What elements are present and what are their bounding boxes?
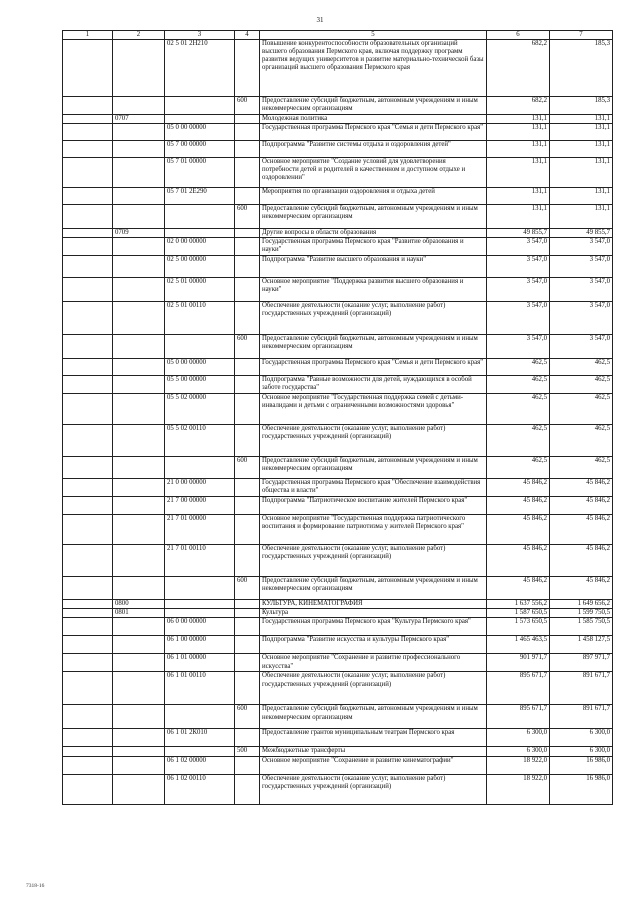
expense-type-cell <box>235 756 260 774</box>
amount-year1-cell: 131,1 <box>487 205 550 229</box>
section-cell <box>63 577 113 600</box>
column-header-6: 6 <box>487 31 550 40</box>
column-header-1: 1 <box>63 31 113 40</box>
subsection-cell: 0709 <box>113 229 165 238</box>
name-cell: Молодежная политика <box>260 115 487 124</box>
amount-year1-cell: 462,5 <box>487 376 550 394</box>
target-article-cell: 02 5 01 00110 <box>165 302 235 335</box>
amount-year1-cell: 3 547,0 <box>487 335 550 359</box>
expense-type-cell <box>235 158 260 188</box>
budget-table-container <box>62 30 612 805</box>
amount-year2-cell: 131,1 <box>550 124 613 141</box>
expense-type-cell <box>235 359 260 376</box>
subsection-cell <box>113 141 165 158</box>
amount-year1-cell: 462,5 <box>487 359 550 376</box>
section-cell <box>63 672 113 705</box>
target-article-cell <box>165 97 235 115</box>
table-row <box>63 636 613 654</box>
header-row <box>63 31 613 40</box>
expense-type-cell <box>235 40 260 97</box>
target-article-cell: 02 5 01 2Н210 <box>165 40 235 97</box>
expense-type-cell <box>235 545 260 577</box>
expense-type-cell <box>235 774 260 804</box>
table-row <box>63 40 613 97</box>
table-row <box>63 158 613 188</box>
section-cell <box>63 729 113 747</box>
amount-year2-cell: 3 547,0 <box>550 278 613 302</box>
table-row <box>63 457 613 479</box>
target-article-cell: 06 1 00 00000 <box>165 636 235 654</box>
expense-type-cell <box>235 672 260 705</box>
amount-year2-cell: 891 671,7 <box>550 672 613 705</box>
name-cell: Предоставление субсидий бюджетным, автономным учреждениям и иным некоммерческим организациям <box>260 705 487 729</box>
amount-year2-cell: 45 846,2 <box>550 497 613 515</box>
amount-year2-cell: 1 649 656,2 <box>550 600 613 609</box>
name-cell: Государственная программа Пермского края "Культура Пермского края" <box>260 618 487 636</box>
expense-type-cell <box>235 479 260 497</box>
subsection-cell <box>113 302 165 335</box>
amount-year1-cell: 6 300,0 <box>487 729 550 747</box>
section-cell <box>63 600 113 609</box>
subsection-cell <box>113 729 165 747</box>
subsection-cell <box>113 188 165 205</box>
target-article-cell <box>165 609 235 618</box>
amount-year1-cell: 45 846,2 <box>487 577 550 600</box>
table-row <box>63 97 613 115</box>
table-row <box>63 376 613 394</box>
name-cell: Основное мероприятие "Сохранение и развитие кинематографии" <box>260 756 487 774</box>
section-cell <box>63 618 113 636</box>
section-cell <box>63 97 113 115</box>
table-row <box>63 479 613 497</box>
subsection-cell <box>113 97 165 115</box>
amount-year1-cell: 462,5 <box>487 425 550 457</box>
target-article-cell: 06 1 01 2К010 <box>165 729 235 747</box>
amount-year2-cell: 1 599 750,5 <box>550 609 613 618</box>
amount-year2-cell: 462,5 <box>550 376 613 394</box>
amount-year2-cell: 16 986,0 <box>550 756 613 774</box>
table-row <box>63 747 613 756</box>
name-cell: Повышение конкурентоспособности образовательных организаций высшего образования Пермского края, включая поддержку программ развития ведущих университетов и развитие материально-технической базы организаций высшего образования Пермского края <box>260 40 487 97</box>
amount-year1-cell: 3 547,0 <box>487 278 550 302</box>
target-article-cell: 06 1 02 00000 <box>165 756 235 774</box>
subsection-cell <box>113 376 165 394</box>
expense-type-cell <box>235 394 260 425</box>
table-row <box>63 600 613 609</box>
target-article-cell: 02 5 01 00000 <box>165 278 235 302</box>
amount-year1-cell: 49 855,7 <box>487 229 550 238</box>
amount-year1-cell: 1 573 650,5 <box>487 618 550 636</box>
amount-year2-cell: 1 458 127,5 <box>550 636 613 654</box>
section-cell <box>63 774 113 804</box>
amount-year2-cell: 131,1 <box>550 141 613 158</box>
subsection-cell <box>113 577 165 600</box>
table-row <box>63 229 613 238</box>
amount-year2-cell: 3 547,0 <box>550 238 613 256</box>
table-row <box>63 654 613 672</box>
table-row <box>63 141 613 158</box>
expense-type-cell <box>235 115 260 124</box>
column-header-4: 4 <box>235 31 260 40</box>
target-article-cell: 21 7 01 00000 <box>165 515 235 545</box>
amount-year1-cell: 45 846,2 <box>487 479 550 497</box>
name-cell: Подпрограмма "Развитие высшего образования и науки" <box>260 256 487 278</box>
budget-table <box>62 30 613 805</box>
target-article-cell: 02 5 00 00000 <box>165 256 235 278</box>
page-number: 31 <box>316 16 324 24</box>
expense-type-cell <box>235 238 260 256</box>
amount-year2-cell: 185,3 <box>550 97 613 115</box>
amount-year1-cell: 682,2 <box>487 97 550 115</box>
amount-year1-cell: 45 846,2 <box>487 497 550 515</box>
target-article-cell <box>165 577 235 600</box>
amount-year2-cell: 131,1 <box>550 188 613 205</box>
name-cell: Подпрограмма "Развитие искусства и культуры Пермского края" <box>260 636 487 654</box>
amount-year2-cell: 462,5 <box>550 359 613 376</box>
amount-year2-cell: 897 971,7 <box>550 654 613 672</box>
amount-year1-cell: 18 922,0 <box>487 774 550 804</box>
column-header-2: 2 <box>113 31 165 40</box>
expense-type-cell <box>235 729 260 747</box>
expense-type-cell <box>235 425 260 457</box>
amount-year2-cell: 49 855,7 <box>550 229 613 238</box>
expense-type-cell <box>235 618 260 636</box>
table-row <box>63 335 613 359</box>
amount-year1-cell: 3 547,0 <box>487 238 550 256</box>
target-article-cell: 06 1 01 00000 <box>165 654 235 672</box>
expense-type-cell: 600 <box>235 705 260 729</box>
amount-year1-cell: 682,2 <box>487 40 550 97</box>
subsection-cell <box>113 756 165 774</box>
table-row <box>63 729 613 747</box>
section-cell <box>63 335 113 359</box>
table-body <box>63 40 613 804</box>
section-cell <box>63 394 113 425</box>
table-row <box>63 756 613 774</box>
subsection-cell: 0800 <box>113 600 165 609</box>
column-header-5: 5 <box>260 31 487 40</box>
table-row <box>63 618 613 636</box>
amount-year2-cell: 891 671,7 <box>550 705 613 729</box>
amount-year1-cell: 131,1 <box>487 124 550 141</box>
amount-year1-cell: 131,1 <box>487 115 550 124</box>
amount-year1-cell: 1 637 556,2 <box>487 600 550 609</box>
amount-year2-cell: 462,5 <box>550 394 613 425</box>
amount-year1-cell: 895 671,7 <box>487 705 550 729</box>
subsection-cell <box>113 774 165 804</box>
expense-type-cell <box>235 636 260 654</box>
amount-year1-cell: 1 465 463,5 <box>487 636 550 654</box>
table-row <box>63 302 613 335</box>
subsection-cell <box>113 278 165 302</box>
name-cell: Государственная программа Пермского края "Развитие образования и науки" <box>260 238 487 256</box>
name-cell: Обеспечение деятельности (оказание услуг, выполнение работ) государственных учреждений (организаций) <box>260 545 487 577</box>
subsection-cell <box>113 158 165 188</box>
target-article-cell: 02 0 00 00000 <box>165 238 235 256</box>
name-cell: Обеспечение деятельности (оказание услуг, выполнение работ) государственных учреждений (организаций) <box>260 425 487 457</box>
amount-year2-cell: 45 846,2 <box>550 577 613 600</box>
amount-year2-cell: 131,1 <box>550 115 613 124</box>
name-cell: Подпрограмма "Патриотическое воспитание жителей Пермского края" <box>260 497 487 515</box>
target-article-cell <box>165 229 235 238</box>
amount-year2-cell: 131,1 <box>550 158 613 188</box>
table-row <box>63 425 613 457</box>
section-cell <box>63 654 113 672</box>
section-cell <box>63 545 113 577</box>
amount-year1-cell: 131,1 <box>487 158 550 188</box>
subsection-cell <box>113 654 165 672</box>
target-article-cell <box>165 600 235 609</box>
target-article-cell <box>165 747 235 756</box>
expense-type-cell: 600 <box>235 457 260 479</box>
expense-type-cell: 600 <box>235 97 260 115</box>
section-cell <box>63 205 113 229</box>
section-cell <box>63 40 113 97</box>
name-cell: Межбюджетные трансферты <box>260 747 487 756</box>
name-cell: Предоставление субсидий бюджетным, автономным учреждениям и иным некоммерческим организациям <box>260 457 487 479</box>
name-cell: Обеспечение деятельности (оказание услуг, выполнение работ) государственных учреждений (организаций) <box>260 302 487 335</box>
target-article-cell: 05 5 00 00000 <box>165 376 235 394</box>
subsection-cell <box>113 335 165 359</box>
name-cell: Основное мероприятие "Государственная поддержка семей с детьми-инвалидами и детьми с ограниченными возможностями здоровья" <box>260 394 487 425</box>
section-cell <box>63 479 113 497</box>
target-article-cell <box>165 115 235 124</box>
amount-year2-cell: 3 547,0 <box>550 256 613 278</box>
name-cell: Предоставление субсидий бюджетным, автономным учреждениям и иным некоммерческим организациям <box>260 577 487 600</box>
subsection-cell <box>113 359 165 376</box>
footer-code: 7318-16 <box>26 883 45 889</box>
subsection-cell <box>113 425 165 457</box>
section-cell <box>63 124 113 141</box>
table-row <box>63 705 613 729</box>
expense-type-cell <box>235 609 260 618</box>
target-article-cell: 05 7 01 00000 <box>165 158 235 188</box>
subsection-cell <box>113 238 165 256</box>
section-cell <box>63 376 113 394</box>
target-article-cell: 06 1 02 00110 <box>165 774 235 804</box>
subsection-cell: 0801 <box>113 609 165 618</box>
table-row <box>63 205 613 229</box>
section-cell <box>63 636 113 654</box>
subsection-cell <box>113 705 165 729</box>
name-cell: КУЛЬТУРА, КИНЕМАТОГРАФИЯ <box>260 600 487 609</box>
table-row <box>63 497 613 515</box>
amount-year2-cell: 6 300,0 <box>550 747 613 756</box>
amount-year2-cell: 3 547,0 <box>550 335 613 359</box>
table-row <box>63 394 613 425</box>
expense-type-cell: 600 <box>235 205 260 229</box>
amount-year1-cell: 901 971,7 <box>487 654 550 672</box>
target-article-cell: 06 1 01 00110 <box>165 672 235 705</box>
amount-year1-cell: 462,5 <box>487 457 550 479</box>
name-cell: Другие вопросы в области образования <box>260 229 487 238</box>
target-article-cell <box>165 705 235 729</box>
name-cell: Государственная программа Пермского края "Семья и дети Пермского края" <box>260 359 487 376</box>
section-cell <box>63 188 113 205</box>
section-cell <box>63 747 113 756</box>
subsection-cell <box>113 545 165 577</box>
name-cell: Культура <box>260 609 487 618</box>
amount-year2-cell: 3 547,0 <box>550 302 613 335</box>
table-row <box>63 188 613 205</box>
section-cell <box>63 756 113 774</box>
table-row <box>63 545 613 577</box>
expense-type-cell <box>235 497 260 515</box>
name-cell: Мероприятия по организации оздоровления и отдыха детей <box>260 188 487 205</box>
subsection-cell <box>113 124 165 141</box>
section-cell <box>63 238 113 256</box>
target-article-cell <box>165 205 235 229</box>
expense-type-cell <box>235 302 260 335</box>
expense-type-cell <box>235 188 260 205</box>
name-cell: Предоставление грантов муниципальным театрам Пермского края <box>260 729 487 747</box>
expense-type-cell <box>235 256 260 278</box>
name-cell: Государственная программа Пермского края "Обеспечение взаимодействия общества и власти" <box>260 479 487 497</box>
table-row <box>63 609 613 618</box>
amount-year2-cell: 462,5 <box>550 457 613 479</box>
amount-year1-cell: 6 300,0 <box>487 747 550 756</box>
target-article-cell: 05 5 02 00110 <box>165 425 235 457</box>
section-cell <box>63 229 113 238</box>
section-cell <box>63 302 113 335</box>
section-cell <box>63 515 113 545</box>
amount-year1-cell: 1 587 650,5 <box>487 609 550 618</box>
subsection-cell <box>113 618 165 636</box>
expense-type-cell: 600 <box>235 335 260 359</box>
expense-type-cell <box>235 376 260 394</box>
name-cell: Подпрограмма "Равные возможности для детей, нуждающихся в особой заботе государства" <box>260 376 487 394</box>
name-cell: Подпрограмма "Развитие системы отдыха и оздоровления детей" <box>260 141 487 158</box>
section-cell <box>63 359 113 376</box>
section-cell <box>63 705 113 729</box>
table-row <box>63 577 613 600</box>
subsection-cell <box>113 256 165 278</box>
amount-year1-cell: 462,5 <box>487 394 550 425</box>
target-article-cell: 05 7 01 2Е290 <box>165 188 235 205</box>
amount-year2-cell: 45 846,2 <box>550 545 613 577</box>
expense-type-cell <box>235 278 260 302</box>
section-cell <box>63 256 113 278</box>
amount-year2-cell: 1 585 750,5 <box>550 618 613 636</box>
subsection-cell <box>113 672 165 705</box>
table-row <box>63 515 613 545</box>
subsection-cell <box>113 457 165 479</box>
amount-year2-cell: 6 300,0 <box>550 729 613 747</box>
expense-type-cell <box>235 600 260 609</box>
name-cell: Основное мероприятие "Поддержка развития высшего образования и науки" <box>260 278 487 302</box>
name-cell: Государственная программа Пермского края "Семья и дети Пермского края" <box>260 124 487 141</box>
target-article-cell: 05 0 00 00000 <box>165 124 235 141</box>
expense-type-cell <box>235 141 260 158</box>
table-row <box>63 278 613 302</box>
name-cell: Основное мероприятие "Сохранение и развитие профессионального искусства" <box>260 654 487 672</box>
target-article-cell: 21 7 00 00000 <box>165 497 235 515</box>
target-article-cell: 05 5 02 00000 <box>165 394 235 425</box>
amount-year2-cell: 45 846,2 <box>550 479 613 497</box>
amount-year2-cell: 16 986,0 <box>550 774 613 804</box>
amount-year1-cell: 18 922,0 <box>487 756 550 774</box>
target-article-cell: 05 0 00 00000 <box>165 359 235 376</box>
name-cell: Основное мероприятие "Создание условий для удовлетворения потребности детей и родителей в качественном и доступном отдыхе и оздоровлении" <box>260 158 487 188</box>
section-cell <box>63 158 113 188</box>
section-cell <box>63 609 113 618</box>
subsection-cell <box>113 497 165 515</box>
expense-type-cell <box>235 124 260 141</box>
table-row <box>63 672 613 705</box>
name-cell: Основное мероприятие "Государственная поддержка патриотического воспитания и формирование патриотизма у жителей Пермского края" <box>260 515 487 545</box>
section-cell <box>63 278 113 302</box>
table-row <box>63 238 613 256</box>
target-article-cell: 21 0 00 00000 <box>165 479 235 497</box>
table-row <box>63 124 613 141</box>
name-cell: Предоставление субсидий бюджетным, автономным учреждениям и иным некоммерческим организациям <box>260 205 487 229</box>
subsection-cell <box>113 747 165 756</box>
expense-type-cell <box>235 654 260 672</box>
section-cell <box>63 497 113 515</box>
table-row <box>63 359 613 376</box>
subsection-cell <box>113 40 165 97</box>
table-row <box>63 774 613 804</box>
column-header-3: 3 <box>165 31 235 40</box>
subsection-cell <box>113 479 165 497</box>
section-cell <box>63 457 113 479</box>
amount-year1-cell: 895 671,7 <box>487 672 550 705</box>
expense-type-cell: 500 <box>235 747 260 756</box>
name-cell: Обеспечение деятельности (оказание услуг, выполнение работ) государственных учреждений (организаций) <box>260 672 487 705</box>
subsection-cell <box>113 394 165 425</box>
amount-year2-cell: 131,1 <box>550 205 613 229</box>
subsection-cell <box>113 205 165 229</box>
target-article-cell: 21 7 01 00110 <box>165 545 235 577</box>
amount-year1-cell: 3 547,0 <box>487 256 550 278</box>
name-cell: Обеспечение деятельности (оказание услуг, выполнение работ) государственных учреждений (организаций) <box>260 774 487 804</box>
table-row <box>63 115 613 124</box>
section-cell <box>63 425 113 457</box>
amount-year2-cell: 462,5 <box>550 425 613 457</box>
expense-type-cell: 600 <box>235 577 260 600</box>
amount-year1-cell: 131,1 <box>487 141 550 158</box>
target-article-cell <box>165 335 235 359</box>
target-article-cell: 06 0 00 00000 <box>165 618 235 636</box>
subsection-cell <box>113 515 165 545</box>
name-cell: Предоставление субсидий бюджетным, автономным учреждениям и иным некоммерческим организациям <box>260 335 487 359</box>
section-cell <box>63 115 113 124</box>
amount-year2-cell: 45 846,2 <box>550 515 613 545</box>
table-row <box>63 256 613 278</box>
subsection-cell <box>113 636 165 654</box>
name-cell: Предоставление субсидий бюджетным, автономным учреждениям и иным некоммерческим организациям <box>260 97 487 115</box>
amount-year1-cell: 45 846,2 <box>487 515 550 545</box>
subsection-cell: 0707 <box>113 115 165 124</box>
amount-year1-cell: 45 846,2 <box>487 545 550 577</box>
amount-year1-cell: 3 547,0 <box>487 302 550 335</box>
amount-year2-cell: 185,3 <box>550 40 613 97</box>
target-article-cell <box>165 457 235 479</box>
target-article-cell: 05 7 00 00000 <box>165 141 235 158</box>
expense-type-cell <box>235 515 260 545</box>
column-header-7: 7 <box>550 31 613 40</box>
section-cell <box>63 141 113 158</box>
amount-year1-cell: 131,1 <box>487 188 550 205</box>
expense-type-cell <box>235 229 260 238</box>
